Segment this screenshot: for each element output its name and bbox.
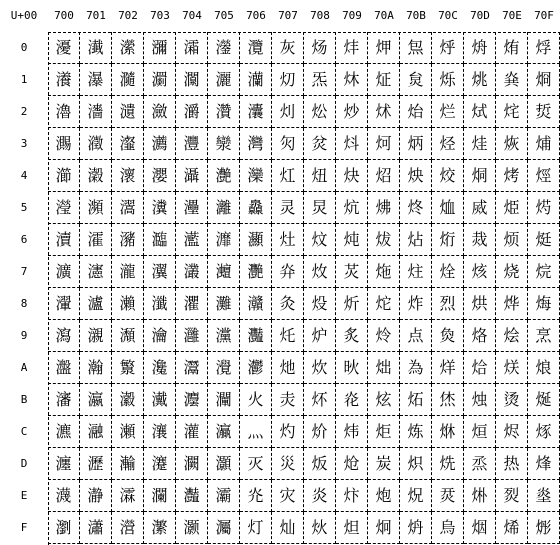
glyph-cell: 烵 bbox=[528, 192, 560, 224]
glyph-cell: 炖 bbox=[336, 224, 368, 256]
glyph-cell: 瀀 bbox=[48, 32, 80, 64]
glyph-cell: 炃 bbox=[304, 128, 336, 160]
glyph-cell: 灈 bbox=[176, 288, 208, 320]
glyph-cell: 瀁 bbox=[48, 64, 80, 96]
glyph-cell: 瀂 bbox=[48, 96, 80, 128]
glyph-cell: 灕 bbox=[208, 192, 240, 224]
glyph-cell: 灑 bbox=[208, 64, 240, 96]
glyph-cell: 烛 bbox=[464, 384, 496, 416]
row-header: B bbox=[20, 393, 28, 406]
glyph-cell: 炏 bbox=[304, 512, 336, 544]
column-header: 70B bbox=[406, 9, 426, 22]
glyph-cell: 烬 bbox=[496, 416, 528, 448]
glyph-cell: 烙 bbox=[464, 320, 496, 352]
glyph-cell: 烋 bbox=[432, 384, 464, 416]
glyph-cell: 烟 bbox=[464, 512, 496, 544]
glyph-cell: 瀳 bbox=[144, 128, 176, 160]
glyph-cell: 炌 bbox=[304, 416, 336, 448]
glyph-cell: 烜 bbox=[464, 416, 496, 448]
glyph-cell: 烐 bbox=[464, 32, 496, 64]
glyph-cell: 瀑 bbox=[80, 64, 112, 96]
glyph-cell: 瀈 bbox=[48, 288, 80, 320]
glyph-cell: 灾 bbox=[272, 480, 304, 512]
glyph-cell: 烂 bbox=[432, 96, 464, 128]
glyph-cell: 炳 bbox=[400, 128, 432, 160]
glyph-cell: 炍 bbox=[304, 448, 336, 480]
glyph-cell: 炤 bbox=[368, 160, 400, 192]
glyph-cell: 炪 bbox=[368, 352, 400, 384]
row-header: 9 bbox=[20, 329, 28, 342]
glyph-cell: 炷 bbox=[400, 256, 432, 288]
glyph-cell: 灁 bbox=[176, 64, 208, 96]
glyph-cell: 炚 bbox=[336, 352, 368, 384]
column-header: 701 bbox=[86, 9, 106, 22]
glyph-cell: 灦 bbox=[240, 224, 272, 256]
glyph-cell: 炼 bbox=[400, 416, 432, 448]
glyph-cell: 瀋 bbox=[48, 384, 80, 416]
glyph-cell: 烹 bbox=[528, 320, 560, 352]
glyph-cell: 烌 bbox=[432, 416, 464, 448]
glyph-cell: 炿 bbox=[400, 512, 432, 544]
glyph-cell: 炄 bbox=[304, 160, 336, 192]
glyph-cell: 灰 bbox=[272, 32, 304, 64]
column-header: 70E bbox=[502, 9, 522, 22]
glyph-cell: 烧 bbox=[496, 256, 528, 288]
glyph-cell: 烦 bbox=[496, 224, 528, 256]
glyph-cell: 炗 bbox=[336, 256, 368, 288]
glyph-cell: 瀰 bbox=[144, 32, 176, 64]
glyph-cell: 瀭 bbox=[112, 448, 144, 480]
glyph-cell: 瀘 bbox=[80, 288, 112, 320]
glyph-cell: 灗 bbox=[208, 256, 240, 288]
glyph-cell: 灐 bbox=[208, 32, 240, 64]
row-header: 4 bbox=[20, 169, 28, 182]
glyph-cell: 灋 bbox=[176, 384, 208, 416]
glyph-cell: 灙 bbox=[208, 320, 240, 352]
glyph-cell: 瀮 bbox=[112, 480, 144, 512]
row-header: 8 bbox=[20, 297, 28, 310]
glyph-cell: 炇 bbox=[304, 256, 336, 288]
glyph-cell: 灴 bbox=[272, 160, 304, 192]
column-header: 708 bbox=[310, 9, 330, 22]
glyph-cell: 瀏 bbox=[48, 512, 80, 544]
glyph-cell: 灷 bbox=[272, 256, 304, 288]
glyph-cell: 灍 bbox=[176, 448, 208, 480]
glyph-cell: 灝 bbox=[208, 448, 240, 480]
column-header: 70F bbox=[534, 9, 554, 22]
glyph-cell: 灃 bbox=[176, 128, 208, 160]
glyph-cell: 瀐 bbox=[80, 32, 112, 64]
glyph-cell: 灪 bbox=[240, 352, 272, 384]
column-header: 70D bbox=[470, 9, 490, 22]
glyph-cell: 烲 bbox=[528, 96, 560, 128]
glyph-cell: 烏 bbox=[432, 512, 464, 544]
glyph-cell: 炋 bbox=[304, 384, 336, 416]
glyph-cell: 炨 bbox=[368, 288, 400, 320]
glyph-cell: 灏 bbox=[176, 512, 208, 544]
glyph-cell: 烸 bbox=[528, 288, 560, 320]
column-header: 703 bbox=[150, 9, 170, 22]
glyph-cell: 瀆 bbox=[48, 224, 80, 256]
glyph-cell: 瀃 bbox=[48, 128, 80, 160]
glyph-cell: 烈 bbox=[432, 288, 464, 320]
glyph-cell: 瀴 bbox=[144, 160, 176, 192]
glyph-cell: 瀙 bbox=[80, 320, 112, 352]
glyph-cell: 瀕 bbox=[80, 192, 112, 224]
glyph-cell: 災 bbox=[272, 448, 304, 480]
glyph-cell: 瀪 bbox=[112, 352, 144, 384]
glyph-cell: 瀧 bbox=[112, 256, 144, 288]
glyph-cell: 烚 bbox=[464, 352, 496, 384]
glyph-cell: 烒 bbox=[464, 96, 496, 128]
glyph-cell: 瀟 bbox=[80, 512, 112, 544]
glyph-cell: 烨 bbox=[496, 288, 528, 320]
glyph-cell: 烞 bbox=[464, 480, 496, 512]
row-header: E bbox=[20, 489, 28, 502]
glyph-cell: 灧 bbox=[240, 256, 272, 288]
glyph-cell: 炽 bbox=[400, 448, 432, 480]
glyph-cell: 炕 bbox=[336, 192, 368, 224]
glyph-cell: 灺 bbox=[272, 352, 304, 384]
glyph-cell: 烻 bbox=[528, 384, 560, 416]
glyph-cell: 瀶 bbox=[144, 224, 176, 256]
glyph-cell: 瀣 bbox=[112, 128, 144, 160]
glyph-cell: 烄 bbox=[432, 160, 464, 192]
column-header: 704 bbox=[182, 9, 202, 22]
glyph-cell: 瀹 bbox=[144, 320, 176, 352]
glyph-cell: 炜 bbox=[336, 416, 368, 448]
glyph-cell: 烱 bbox=[528, 64, 560, 96]
row-header: C bbox=[20, 425, 28, 438]
glyph-cell: 炱 bbox=[400, 64, 432, 96]
glyph-cell: 瀝 bbox=[80, 448, 112, 480]
glyph-cell: 炸 bbox=[400, 288, 432, 320]
glyph-cell: 炬 bbox=[368, 416, 400, 448]
glyph-cell: 烰 bbox=[528, 32, 560, 64]
glyph-cell: 瀢 bbox=[112, 96, 144, 128]
glyph-cell: 瀗 bbox=[80, 256, 112, 288]
glyph-cell: 烑 bbox=[464, 64, 496, 96]
column-header: 709 bbox=[342, 9, 362, 22]
glyph-cell: 瀔 bbox=[80, 160, 112, 192]
glyph-cell: 瀊 bbox=[48, 352, 80, 384]
glyph-cell: 烘 bbox=[464, 288, 496, 320]
glyph-cell: 瀒 bbox=[80, 96, 112, 128]
glyph-cell: 炅 bbox=[304, 192, 336, 224]
glyph-cell: 烪 bbox=[496, 352, 528, 384]
glyph-cell: 炭 bbox=[368, 448, 400, 480]
glyph-cell: 瀺 bbox=[144, 352, 176, 384]
glyph-cell: 炑 bbox=[336, 64, 368, 96]
glyph-cell: 烼 bbox=[528, 416, 560, 448]
glyph-cell: 灒 bbox=[208, 96, 240, 128]
glyph-cell: 瀾 bbox=[144, 480, 176, 512]
glyph-cell: 瀷 bbox=[144, 256, 176, 288]
glyph-cell: 炊 bbox=[304, 352, 336, 384]
glyph-cell: 灠 bbox=[240, 32, 272, 64]
glyph-cell: 瀡 bbox=[112, 64, 144, 96]
glyph-cell: 烍 bbox=[432, 448, 464, 480]
glyph-cell: 灣 bbox=[240, 128, 272, 160]
glyph-cell: 炯 bbox=[368, 512, 400, 544]
row-header: A bbox=[20, 361, 28, 374]
glyph-cell: 炐 bbox=[336, 32, 368, 64]
glyph-cell: 瀎 bbox=[48, 480, 80, 512]
glyph-cell: 炓 bbox=[336, 128, 368, 160]
glyph-cell: 灘 bbox=[208, 288, 240, 320]
glyph-cell: 烯 bbox=[496, 512, 528, 544]
glyph-cell: 炰 bbox=[400, 32, 432, 64]
glyph-cell: 烀 bbox=[432, 32, 464, 64]
glyph-cell: 炣 bbox=[368, 128, 400, 160]
glyph-cell: 瀓 bbox=[80, 128, 112, 160]
glyph-cell: 瀿 bbox=[144, 512, 176, 544]
glyph-cell: 瀠 bbox=[112, 32, 144, 64]
glyph-cell: 炥 bbox=[368, 192, 400, 224]
glyph-cell: 烗 bbox=[464, 256, 496, 288]
row-header: 5 bbox=[20, 201, 28, 214]
glyph-cell: 瀯 bbox=[112, 512, 144, 544]
glyph-cell: 瀸 bbox=[144, 288, 176, 320]
glyph-cell: 灚 bbox=[208, 352, 240, 384]
glyph-cell: 炦 bbox=[368, 224, 400, 256]
glyph-cell: 灔 bbox=[208, 160, 240, 192]
glyph-cell: 炲 bbox=[400, 96, 432, 128]
glyph-cell: 瀦 bbox=[112, 224, 144, 256]
glyph-cell: 灱 bbox=[272, 64, 304, 96]
glyph-cell: 炠 bbox=[368, 32, 400, 64]
glyph-cell: 烾 bbox=[528, 480, 560, 512]
row-header: F bbox=[20, 521, 28, 534]
glyph-cell: 為 bbox=[400, 352, 432, 384]
glyph-cell: 灛 bbox=[208, 384, 240, 416]
glyph-cell: 炝 bbox=[336, 448, 368, 480]
glyph-cell: 瀨 bbox=[112, 288, 144, 320]
glyph-cell: 烉 bbox=[432, 320, 464, 352]
glyph-cell: 炀 bbox=[304, 32, 336, 64]
glyph-cell: 瀬 bbox=[112, 416, 144, 448]
glyph-cell: 炙 bbox=[336, 320, 368, 352]
corner-label: U+00 bbox=[10, 9, 38, 22]
row-header: 7 bbox=[20, 265, 28, 278]
glyph-cell: 瀛 bbox=[80, 384, 112, 416]
glyph-cell: 炮 bbox=[368, 480, 400, 512]
glyph-cell: 烠 bbox=[496, 32, 528, 64]
glyph-cell: 瀖 bbox=[80, 224, 112, 256]
glyph-cell: 灨 bbox=[240, 288, 272, 320]
glyph-cell: 灥 bbox=[240, 192, 272, 224]
glyph-cell: 烺 bbox=[528, 352, 560, 384]
glyph-cell: 炶 bbox=[400, 224, 432, 256]
glyph-cell: 炁 bbox=[304, 64, 336, 96]
glyph-cell: 灊 bbox=[176, 352, 208, 384]
glyph-cell: 瀌 bbox=[48, 416, 80, 448]
glyph-cell: 烓 bbox=[464, 128, 496, 160]
glyph-cell: 瀱 bbox=[144, 64, 176, 96]
glyph-cell: 点 bbox=[400, 320, 432, 352]
glyph-cell: 炘 bbox=[336, 288, 368, 320]
glyph-cell: 灖 bbox=[208, 224, 240, 256]
glyph-cell: 烴 bbox=[528, 160, 560, 192]
glyph-cell: 炵 bbox=[400, 192, 432, 224]
glyph-cell: 炟 bbox=[336, 512, 368, 544]
glyph-cell: 瀜 bbox=[80, 416, 112, 448]
glyph-cell: 灳 bbox=[272, 128, 304, 160]
glyph-cell: 瀫 bbox=[112, 384, 144, 416]
glyph-cell: 炎 bbox=[304, 480, 336, 512]
glyph-cell: 灜 bbox=[208, 416, 240, 448]
glyph-cell: 烎 bbox=[432, 480, 464, 512]
glyph-cell: 灂 bbox=[176, 96, 208, 128]
glyph-cell: 瀚 bbox=[80, 352, 112, 384]
glyph-cell: 烽 bbox=[528, 448, 560, 480]
glyph-cell: 烖 bbox=[464, 224, 496, 256]
glyph-cell: 炴 bbox=[400, 160, 432, 192]
glyph-cell: 灀 bbox=[176, 32, 208, 64]
glyph-cell: 灼 bbox=[272, 416, 304, 448]
glyph-cell: 炆 bbox=[304, 224, 336, 256]
glyph-cell: 灌 bbox=[176, 416, 208, 448]
glyph-cell: 灯 bbox=[240, 512, 272, 544]
glyph-cell: 烃 bbox=[432, 128, 464, 160]
glyph-cell: 灟 bbox=[208, 512, 240, 544]
column-header: 706 bbox=[246, 9, 266, 22]
glyph-cell: 瀩 bbox=[112, 320, 144, 352]
glyph-cell: 炒 bbox=[336, 96, 368, 128]
glyph-cell: 烿 bbox=[528, 512, 560, 544]
glyph-cell: 烫 bbox=[496, 384, 528, 416]
glyph-cell: 烷 bbox=[528, 256, 560, 288]
glyph-cell: 瀇 bbox=[48, 256, 80, 288]
glyph-cell: 瀻 bbox=[144, 384, 176, 416]
glyph-cell: 烣 bbox=[496, 128, 528, 160]
glyph-cell: 炔 bbox=[336, 160, 368, 192]
glyph-cell: 瀲 bbox=[144, 96, 176, 128]
glyph-cell: 瀵 bbox=[144, 192, 176, 224]
glyph-cell: 炫 bbox=[368, 384, 400, 416]
glyph-cell: 烳 bbox=[528, 128, 560, 160]
glyph-cell: 瀉 bbox=[48, 320, 80, 352]
glyph-cell: 灄 bbox=[176, 160, 208, 192]
glyph-cell: 灉 bbox=[176, 320, 208, 352]
glyph-cell: 烔 bbox=[464, 160, 496, 192]
glyph-cell: 灵 bbox=[272, 192, 304, 224]
glyph-cell: 烡 bbox=[496, 64, 528, 96]
glyph-cell: 灬 bbox=[240, 416, 272, 448]
glyph-cell: 灓 bbox=[208, 128, 240, 160]
glyph-cell: 灢 bbox=[240, 96, 272, 128]
glyph-cell: 烝 bbox=[464, 448, 496, 480]
glyph-cell: 炢 bbox=[368, 96, 400, 128]
glyph-cell: 瀤 bbox=[112, 160, 144, 192]
row-header: 2 bbox=[20, 105, 28, 118]
glyph-cell: 灶 bbox=[272, 224, 304, 256]
glyph-cell: 烇 bbox=[432, 256, 464, 288]
glyph-cell: 灇 bbox=[176, 256, 208, 288]
glyph-cell: 烢 bbox=[496, 96, 528, 128]
glyph-cell: 灭 bbox=[240, 448, 272, 480]
glyph-cell: 瀄 bbox=[48, 160, 80, 192]
glyph-cell: 炈 bbox=[304, 288, 336, 320]
glyph-cell: 炂 bbox=[304, 96, 336, 128]
glyph-cell: 炡 bbox=[368, 64, 400, 96]
glyph-cell: 烥 bbox=[496, 192, 528, 224]
glyph-cell: 瀽 bbox=[144, 448, 176, 480]
glyph-cell: 灩 bbox=[240, 320, 272, 352]
glyph-cell: 灆 bbox=[176, 224, 208, 256]
glyph-cell: 炞 bbox=[336, 480, 368, 512]
row-header: 3 bbox=[20, 137, 28, 150]
column-header: 70C bbox=[438, 9, 458, 22]
glyph-cell: 烁 bbox=[432, 64, 464, 96]
glyph-cell: 炩 bbox=[368, 320, 400, 352]
row-header: 1 bbox=[20, 73, 28, 86]
column-header: 705 bbox=[214, 9, 234, 22]
glyph-cell: 瀍 bbox=[48, 448, 80, 480]
glyph-cell: 烕 bbox=[464, 192, 496, 224]
glyph-cell: 炻 bbox=[400, 384, 432, 416]
glyph-cell: 烊 bbox=[432, 352, 464, 384]
glyph-cell: 火 bbox=[240, 384, 272, 416]
glyph-cell: 烶 bbox=[528, 224, 560, 256]
glyph-cell: 灿 bbox=[272, 512, 304, 544]
glyph-cell: 烆 bbox=[432, 224, 464, 256]
glyph-cell: 炾 bbox=[400, 480, 432, 512]
glyph-cell: 炛 bbox=[336, 384, 368, 416]
glyph-cell: 瀞 bbox=[80, 480, 112, 512]
glyph-cell: 灤 bbox=[240, 160, 272, 192]
glyph-cell: 炧 bbox=[368, 256, 400, 288]
glyph-cell: 灡 bbox=[240, 64, 272, 96]
glyph-cell: 瀼 bbox=[144, 416, 176, 448]
glyph-cell: 灻 bbox=[272, 384, 304, 416]
glyph-cell: 灸 bbox=[272, 288, 304, 320]
glyph-cell: 灹 bbox=[272, 320, 304, 352]
column-header: 707 bbox=[278, 9, 298, 22]
row-header: 6 bbox=[20, 233, 28, 246]
glyph-cell: 瀥 bbox=[112, 192, 144, 224]
glyph-cell: 烩 bbox=[496, 320, 528, 352]
row-header: 0 bbox=[20, 41, 28, 54]
column-header: 70A bbox=[374, 9, 394, 22]
glyph-cell: 炉 bbox=[304, 320, 336, 352]
glyph-cell: 瀅 bbox=[48, 192, 80, 224]
glyph-cell: 热 bbox=[496, 448, 528, 480]
glyph-cell: 灅 bbox=[176, 192, 208, 224]
glyph-cell: 灞 bbox=[208, 480, 240, 512]
glyph-cell: 烮 bbox=[496, 480, 528, 512]
glyph-cell: 烅 bbox=[432, 192, 464, 224]
glyph-cell: 烤 bbox=[496, 160, 528, 192]
column-header: 700 bbox=[54, 9, 74, 22]
row-header: D bbox=[20, 457, 28, 470]
glyph-cell: 灮 bbox=[240, 480, 272, 512]
glyph-cell: 灲 bbox=[272, 96, 304, 128]
column-header: 702 bbox=[118, 9, 138, 22]
glyph-cell: 灎 bbox=[176, 480, 208, 512]
